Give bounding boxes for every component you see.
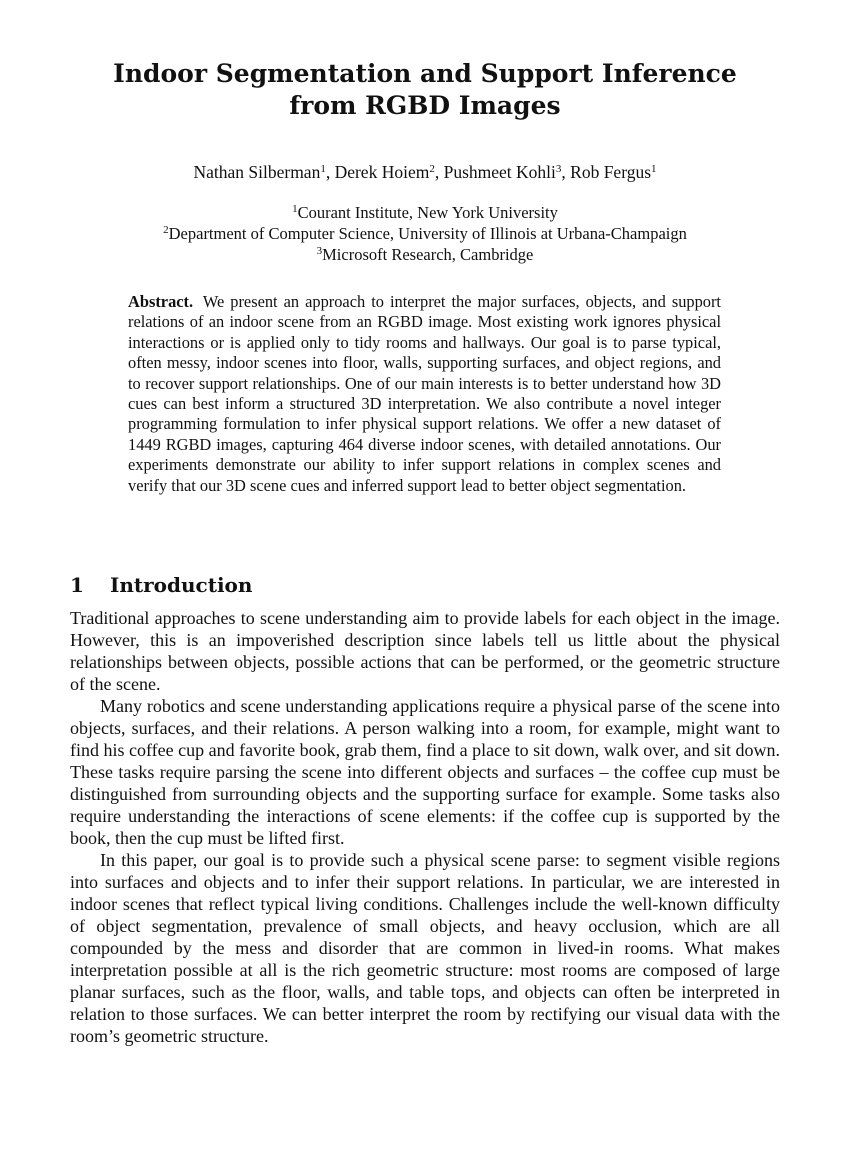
affiliation: $^2$Department of Computer Science, University of Illinois at Urbana-Champaign <box>163 224 687 243</box>
author: Derek Hoiem$^2$, <box>334 162 444 182</box>
paper-title <box>70 58 780 122</box>
paragraph: Traditional approaches to scene understanding aim to provide labels for each object in the image. However, this is an impoverished description since labels tell us little about the physical relationships between objects, possible actions that can be performed, or the geometric structure of the scene. <box>70 608 780 694</box>
author-list <box>70 161 780 183</box>
author: Pushmeet Kohli$^3$, <box>443 162 571 182</box>
paper-title-line-2: from RGBD Images <box>289 91 561 120</box>
section-heading <box>70 571 252 599</box>
paragraph: Many robotics and scene understanding applications require a physical parse of the scene into objects, surfaces, and their relations. A person walking into a room, for example, might want to find his coffee cup and favorite book, grab them, find a place to sit down, walk over, and sit down. These tasks require parsing the scene into different objects and surfaces – the coffee cup must be distinguished from surrounding objects and the supporting surface for example. Some tasks also require understanding the interactions of scene elements: if the coffee cup is supported by the book, then the cup must be lifted first. <box>70 696 780 848</box>
abstract-label: Abstract. <box>128 292 194 311</box>
paper-title-line-1: Indoor Segmentation and Support Inference <box>113 59 737 88</box>
affiliation: $^3$Microsoft Research, Cambridge <box>316 245 534 264</box>
affiliation: $^1$Courant Institute, New York University <box>292 203 558 222</box>
section-number: 1 <box>70 573 84 597</box>
abstract-text: We present an approach to interpret the major surfaces, objects, and support relations of an indoor scene from an RGBD image. Most existing work ignores physical interactions or is applied only to tidy rooms and hallways. Our goal is to parse typical, often messy, indoor scenes into floor, walls, supporting surfaces, and object regions, and to recover support relationships. One of our main interests is to better understand how 3D cues can best inform a structured 3D interpretation. We also contribute a novel integer programming formulation to infer physical support relations. We offer a new dataset of 1449 RGBD images, capturing 464 diverse indoor scenes, with detailed annotations. Our experiments demonstrate our ability to infer support relations in complex scenes and verify that our 3D scene cues and inferred support lead to better object segmentation. <box>128 292 721 495</box>
section-title: Introduction <box>110 573 253 597</box>
affiliation-list <box>70 202 780 265</box>
section-body <box>70 607 780 1047</box>
paragraph: In this paper, our goal is to provide such a physical scene parse: to segment visible regions into surfaces and objects and to infer their support relations. In particular, we are interested in indoor scenes that reflect typical living conditions. Challenges include the well-known difficulty of object segmentation, prevalence of small objects, and heavy occlusion, which are all compounded by the mess and disorder that are common in lived-in rooms. What makes interpretation possible at all is the rich geometric structure: most rooms are composed of large planar surfaces, such as the floor, walls, and table tops, and objects can often be interpreted in relation to those surfaces. We can better interpret the room by rectifying our visual data with the room’s geometric structure. <box>70 850 780 1046</box>
author: Rob Fergus$^1$ <box>570 162 657 182</box>
author: Nathan Silberman$^1$, <box>193 162 335 182</box>
abstract <box>128 292 721 496</box>
